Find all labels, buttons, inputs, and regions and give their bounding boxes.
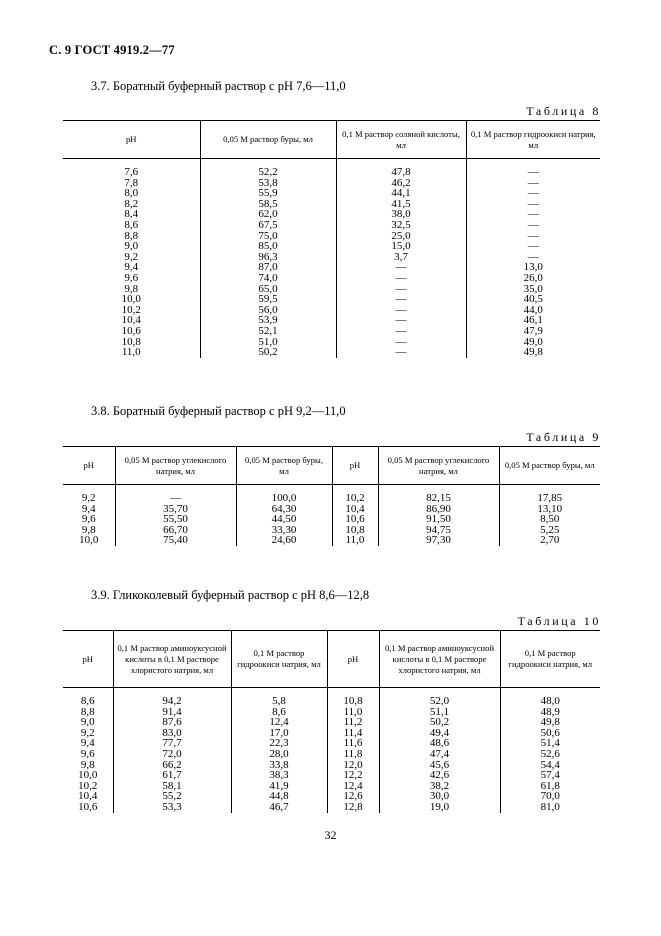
table-row bbox=[63, 717, 600, 728]
table-cell: 70,0 bbox=[500, 791, 600, 802]
table-cell: 5,8 bbox=[231, 696, 327, 707]
table-row bbox=[63, 262, 600, 273]
table-cell: 22,3 bbox=[231, 738, 327, 749]
table-cell: 11,4 bbox=[327, 728, 379, 739]
table-cell: — bbox=[466, 188, 600, 199]
table-cell: 67,5 bbox=[200, 220, 336, 231]
table-cell: 51,4 bbox=[500, 738, 600, 749]
table-cell: 87,0 bbox=[200, 262, 336, 273]
table-cell: 38,2 bbox=[379, 781, 500, 792]
table-cell: 8,8 bbox=[124, 229, 139, 242]
table-9 bbox=[63, 446, 600, 546]
table-9-label: Таблица 9 bbox=[526, 430, 601, 444]
table-cell: 40,5 bbox=[466, 294, 600, 305]
table-cell: 10,6 bbox=[78, 800, 98, 813]
table-cell: 38,3 bbox=[231, 770, 327, 781]
table-cell: 10,0 bbox=[78, 769, 98, 782]
table-row bbox=[63, 178, 600, 189]
table-cell: 2,70 bbox=[499, 535, 600, 546]
table-cell: 49,4 bbox=[379, 728, 500, 739]
spacer-row bbox=[63, 159, 600, 168]
table-cell: 52,0 bbox=[379, 696, 500, 707]
table-cell: 66,2 bbox=[113, 760, 231, 771]
table-cell: 8,0 bbox=[124, 187, 139, 200]
table-cell: 7,8 bbox=[124, 176, 139, 189]
table-cell: 57,4 bbox=[500, 770, 600, 781]
table-row bbox=[63, 273, 600, 284]
table-cell: 35,0 bbox=[466, 284, 600, 295]
column-header: pH bbox=[63, 121, 200, 159]
table-row bbox=[63, 696, 600, 707]
spacer-row bbox=[63, 688, 600, 697]
table-cell: 96,3 bbox=[200, 252, 336, 263]
table-cell: 19,0 bbox=[379, 802, 500, 813]
table-cell: 51,1 bbox=[379, 707, 500, 718]
table-cell: 44,8 bbox=[231, 791, 327, 802]
table-cell: 8,50 bbox=[499, 514, 600, 525]
table-cell: 75,40 bbox=[115, 535, 236, 546]
table-cell: — bbox=[336, 337, 466, 348]
table-cell: 46,2 bbox=[336, 178, 466, 189]
table-cell: — bbox=[336, 305, 466, 316]
table-cell: 97,30 bbox=[378, 535, 499, 546]
table-cell: 10,8 bbox=[121, 335, 141, 348]
column-header: 0,1 М раствор гидроокиси натрия, мл bbox=[231, 631, 327, 688]
table-row bbox=[63, 315, 600, 326]
table-cell: 91,4 bbox=[113, 707, 231, 718]
table-row bbox=[63, 284, 600, 295]
table-cell: 46,7 bbox=[231, 802, 327, 813]
table-cell: 52,1 bbox=[200, 326, 336, 337]
table-cell: 56,0 bbox=[200, 305, 336, 316]
table-cell: 8,6 bbox=[80, 695, 95, 707]
table-cell: 55,50 bbox=[115, 514, 236, 525]
table-cell: 65,0 bbox=[200, 284, 336, 295]
table-row bbox=[63, 707, 600, 718]
table-cell: 26,0 bbox=[466, 273, 600, 284]
table-cell: — bbox=[336, 284, 466, 295]
table-cell: 9,6 bbox=[80, 747, 95, 760]
table-cell: 44,0 bbox=[466, 305, 600, 316]
table-cell: 52,6 bbox=[500, 749, 600, 760]
table-cell: 10,0 bbox=[121, 293, 141, 306]
table-cell: 11,0 bbox=[327, 707, 379, 718]
table-cell: 49,8 bbox=[500, 717, 600, 728]
table-cell: 48,0 bbox=[500, 696, 600, 707]
table-cell: 8,2 bbox=[124, 197, 139, 210]
page-number: 32 bbox=[324, 828, 337, 842]
table-cell: 12,8 bbox=[327, 802, 379, 813]
table-cell: 64,30 bbox=[236, 504, 332, 515]
table-row bbox=[63, 493, 600, 504]
section-3-8-title: 3.8. Боратный буферный раствор с pH 9,2—11,0 bbox=[91, 404, 346, 418]
table-cell: 9,8 bbox=[124, 282, 139, 295]
table-cell: — bbox=[466, 252, 600, 263]
table-cell: 3,7 bbox=[336, 252, 466, 263]
table-cell: 61,8 bbox=[500, 781, 600, 792]
table-cell: 17,85 bbox=[499, 493, 600, 504]
table-row bbox=[63, 504, 600, 515]
table-cell: 11,6 bbox=[327, 738, 379, 749]
table-cell: 10,6 bbox=[332, 514, 378, 525]
page-header: С. 9 ГОСТ 4919.2—77 bbox=[49, 43, 175, 57]
section-3-7-title: 3.7. Боратный буферный раствор с pH 7,6—11,0 bbox=[91, 79, 346, 93]
table-row bbox=[63, 305, 600, 316]
column-header: 0,05 М раствор буры, мл bbox=[236, 447, 332, 485]
table-cell: 50,2 bbox=[200, 347, 336, 358]
table-cell: 11,0 bbox=[332, 535, 378, 546]
table-cell: — bbox=[466, 231, 600, 242]
table-cell: — bbox=[466, 167, 600, 178]
table-row bbox=[63, 220, 600, 231]
table-cell: 9,6 bbox=[81, 513, 96, 526]
table-cell: — bbox=[336, 262, 466, 273]
table-cell: 10,8 bbox=[332, 525, 378, 536]
table-cell: 9,6 bbox=[124, 271, 139, 284]
column-header: pH bbox=[63, 447, 115, 485]
table-8-header-row bbox=[63, 121, 600, 159]
table-10-header-row bbox=[63, 631, 600, 688]
table-row bbox=[63, 337, 600, 348]
table-cell: — bbox=[336, 315, 466, 326]
table-cell: 50,6 bbox=[500, 728, 600, 739]
table-cell: — bbox=[336, 347, 466, 358]
table-cell: 11,8 bbox=[327, 749, 379, 760]
table-row bbox=[63, 781, 600, 792]
table-cell: 75,0 bbox=[200, 231, 336, 242]
table-cell: 13,0 bbox=[466, 262, 600, 273]
table-cell: 38,0 bbox=[336, 209, 466, 220]
table-row bbox=[63, 231, 600, 242]
table-row bbox=[63, 749, 600, 760]
column-header: 0,05 М раствор буры, мл bbox=[200, 121, 336, 159]
table-row bbox=[63, 791, 600, 802]
table-cell: 9,2 bbox=[81, 492, 96, 504]
table-cell: — bbox=[466, 178, 600, 189]
table-row bbox=[63, 535, 600, 546]
column-header: pH bbox=[63, 631, 113, 688]
table-cell: 41,9 bbox=[231, 781, 327, 792]
table-cell: 10,8 bbox=[327, 696, 379, 707]
table-cell: 12,2 bbox=[327, 770, 379, 781]
table-row bbox=[63, 294, 600, 305]
table-cell: 46,1 bbox=[466, 315, 600, 326]
table-cell: 33,8 bbox=[231, 760, 327, 771]
table-cell: 9,4 bbox=[124, 261, 139, 274]
table-cell: 10,4 bbox=[332, 504, 378, 515]
table-cell: 48,9 bbox=[500, 707, 600, 718]
table-cell: 9,4 bbox=[81, 502, 96, 515]
table-cell: 47,8 bbox=[336, 167, 466, 178]
table-cell: 13,10 bbox=[499, 504, 600, 515]
table-cell: 44,50 bbox=[236, 514, 332, 525]
table-cell: 58,1 bbox=[113, 781, 231, 792]
table-cell: 10,2 bbox=[78, 779, 98, 792]
table-cell: 86,90 bbox=[378, 504, 499, 515]
table-cell: 9,0 bbox=[124, 240, 139, 253]
table-cell: 47,9 bbox=[466, 326, 600, 337]
table-cell: 10,4 bbox=[78, 790, 98, 803]
table-10 bbox=[63, 630, 600, 813]
table-cell: 58,5 bbox=[200, 199, 336, 210]
table-cell: 53,3 bbox=[113, 802, 231, 813]
table-cell: 9,2 bbox=[80, 726, 95, 739]
table-8-label: Таблица 8 bbox=[526, 104, 601, 118]
table-cell: 74,0 bbox=[200, 273, 336, 284]
table-row bbox=[63, 738, 600, 749]
table-cell: 42,6 bbox=[379, 770, 500, 781]
table-cell: 8,6 bbox=[124, 218, 139, 231]
table-cell: 55,2 bbox=[113, 791, 231, 802]
table-cell: 12,0 bbox=[327, 760, 379, 771]
table-cell: 9,2 bbox=[124, 250, 139, 263]
table-row bbox=[63, 728, 600, 739]
table-cell: 8,8 bbox=[80, 705, 95, 718]
table-cell: 52,2 bbox=[200, 167, 336, 178]
table-cell: 94,2 bbox=[113, 696, 231, 707]
table-row bbox=[63, 209, 600, 220]
column-header: 0,1 М раствор аминоуксусной кислоты в 0,1 М растворе хлористого натрия, мл bbox=[113, 631, 231, 688]
table-9-header-row bbox=[63, 447, 600, 485]
table-row bbox=[63, 525, 600, 536]
table-cell: 12,4 bbox=[327, 781, 379, 792]
table-cell: 10,4 bbox=[121, 314, 141, 327]
column-header: pH bbox=[327, 631, 379, 688]
table-cell: 83,0 bbox=[113, 728, 231, 739]
table-cell: — bbox=[466, 209, 600, 220]
table-cell: — bbox=[336, 273, 466, 284]
table-cell: 50,2 bbox=[379, 717, 500, 728]
table-cell: 82,15 bbox=[378, 493, 499, 504]
table-cell: 10,6 bbox=[121, 324, 141, 337]
column-header: 0,05 М раствор буры, мл bbox=[499, 447, 600, 485]
table-row bbox=[63, 802, 600, 813]
table-cell: 9,0 bbox=[80, 716, 95, 729]
table-cell: — bbox=[466, 199, 600, 210]
table-cell: 7,6 bbox=[124, 166, 139, 178]
table-row bbox=[63, 514, 600, 525]
table-cell: 81,0 bbox=[500, 802, 600, 813]
table-cell: 77,7 bbox=[113, 738, 231, 749]
table-cell: 9,8 bbox=[81, 523, 96, 536]
table-cell: 62,0 bbox=[200, 209, 336, 220]
table-row bbox=[63, 167, 600, 178]
table-cell: 30,0 bbox=[379, 791, 500, 802]
table-cell: 49,0 bbox=[466, 337, 600, 348]
table-cell: 10,2 bbox=[332, 493, 378, 504]
table-cell: 11,0 bbox=[121, 346, 141, 359]
table-cell: 100,0 bbox=[236, 493, 332, 504]
table-row bbox=[63, 770, 600, 781]
table-cell: 59,5 bbox=[200, 294, 336, 305]
table-cell: 24,60 bbox=[236, 535, 332, 546]
column-header: 0,1 М раствор аминоуксусной кислоты в 0,1 М растворе хлористого натрия, мл bbox=[379, 631, 500, 688]
table-cell: 72,0 bbox=[113, 749, 231, 760]
table-cell: 47,4 bbox=[379, 749, 500, 760]
table-cell: 53,9 bbox=[200, 315, 336, 326]
table-cell: — bbox=[466, 241, 600, 252]
table-cell: 10,2 bbox=[121, 303, 141, 316]
column-header: pH bbox=[332, 447, 378, 485]
table-cell: — bbox=[336, 294, 466, 305]
table-cell: 85,0 bbox=[200, 241, 336, 252]
table-cell: 32,5 bbox=[336, 220, 466, 231]
table-cell: 8,6 bbox=[231, 707, 327, 718]
table-cell: 9,4 bbox=[80, 737, 95, 750]
table-cell: 15,0 bbox=[336, 241, 466, 252]
column-header: 0,1 М раствор гидроокиси натрия, мл bbox=[466, 121, 600, 159]
table-cell: 61,7 bbox=[113, 770, 231, 781]
table-cell: 44,1 bbox=[336, 188, 466, 199]
spacer-row bbox=[63, 485, 600, 494]
table-cell: 12,4 bbox=[231, 717, 327, 728]
table-cell: 45,6 bbox=[379, 760, 500, 771]
table-cell: 66,70 bbox=[115, 525, 236, 536]
table-cell: 48,6 bbox=[379, 738, 500, 749]
table-cell: 49,8 bbox=[466, 347, 600, 358]
table-cell: 87,6 bbox=[113, 717, 231, 728]
table-cell: — bbox=[115, 493, 236, 504]
table-row bbox=[63, 241, 600, 252]
table-cell: — bbox=[336, 326, 466, 337]
table-cell: 28,0 bbox=[231, 749, 327, 760]
table-cell: 33,30 bbox=[236, 525, 332, 536]
table-row bbox=[63, 199, 600, 210]
table-cell: 12,6 bbox=[327, 791, 379, 802]
table-cell: 9,8 bbox=[80, 758, 95, 771]
table-cell: 51,0 bbox=[200, 337, 336, 348]
table-row bbox=[63, 188, 600, 199]
table-row bbox=[63, 347, 600, 358]
column-header: 0,1 М раствор соляной кислоты, мл bbox=[336, 121, 466, 159]
table-cell: 17,0 bbox=[231, 728, 327, 739]
section-3-9-title: 3.9. Гликоколевый буферный раствор с pH 8,6—12,8 bbox=[91, 588, 370, 602]
table-cell: 41,5 bbox=[336, 199, 466, 210]
table-8 bbox=[63, 120, 600, 358]
column-header: 0,05 М раствор углекислого натрия, мл bbox=[115, 447, 236, 485]
table-row bbox=[63, 252, 600, 263]
table-cell: 94,75 bbox=[378, 525, 499, 536]
table-cell: — bbox=[466, 220, 600, 231]
table-cell: 54,4 bbox=[500, 760, 600, 771]
table-row bbox=[63, 326, 600, 337]
column-header: 0,1 М раствор гидроокиси натрия, мл bbox=[500, 631, 600, 688]
table-10-label: Таблица 10 bbox=[517, 614, 601, 628]
table-cell: 10,0 bbox=[79, 534, 99, 547]
table-cell: 91,50 bbox=[378, 514, 499, 525]
table-cell: 55,9 bbox=[200, 188, 336, 199]
table-cell: 53,8 bbox=[200, 178, 336, 189]
table-cell: 25,0 bbox=[336, 231, 466, 242]
table-cell: 35,70 bbox=[115, 504, 236, 515]
table-cell: 8,4 bbox=[124, 208, 139, 221]
table-cell: 11,2 bbox=[327, 717, 379, 728]
column-header: 0,05 М раствор углекислого натрия, мл bbox=[378, 447, 499, 485]
table-row bbox=[63, 760, 600, 771]
table-cell: 5,25 bbox=[499, 525, 600, 536]
